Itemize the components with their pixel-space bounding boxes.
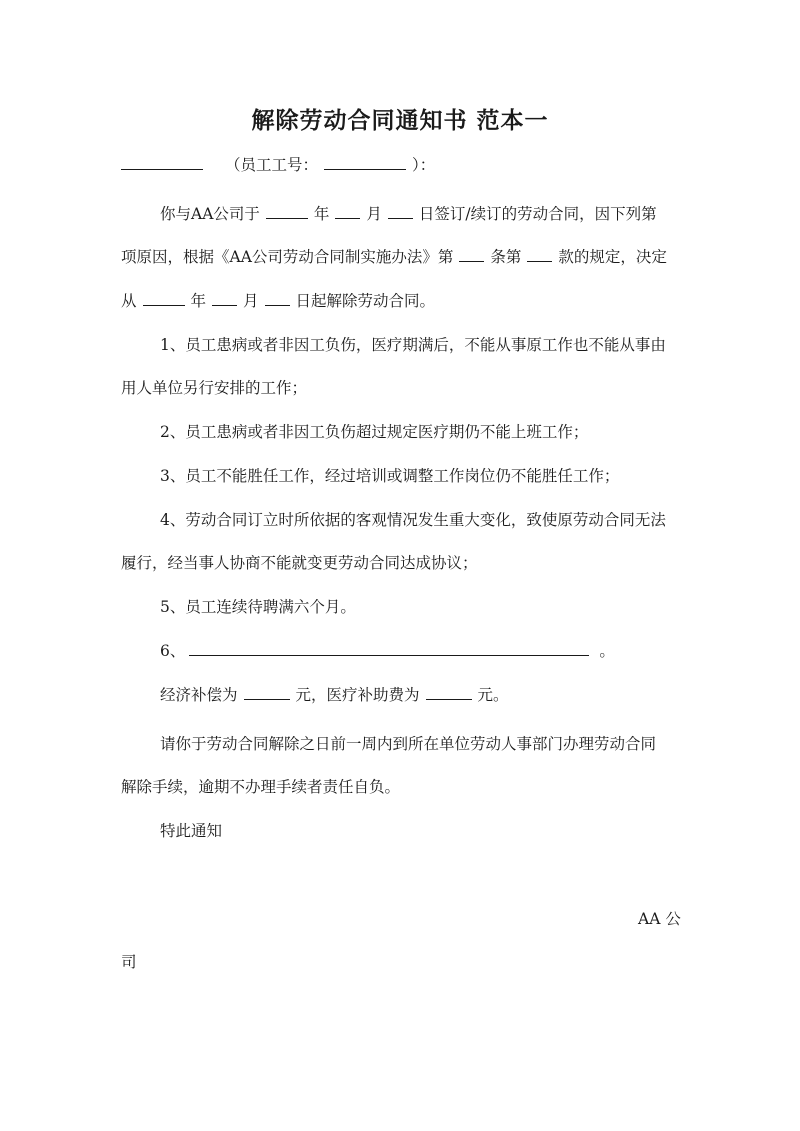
intro-text: 从 [121,292,137,310]
item-1-line-2: 用人单位另行安排的工作； [121,379,308,397]
item-5: 5、员工连续待聘满六个月。 [160,598,356,616]
intro-text: 项原因，根据《AA公司劳动合同制实施办法》第 [121,248,454,266]
other-reason-blank[interactable] [189,654,589,656]
medical-subsidy-blank[interactable] [426,698,472,700]
compensation-label: 经济补偿为 [160,686,238,704]
request-line-2: 解除手续，逾期不办理手续者责任自负。 [121,778,401,796]
employee-header-line [121,153,435,175]
sign-day-blank[interactable] [388,217,413,219]
compensation-line [160,683,509,705]
employee-name-blank[interactable] [121,168,203,170]
clause-blank[interactable] [527,260,552,262]
article-label: 条第 [490,248,522,266]
end-month-blank[interactable] [212,304,237,306]
item-6-number: 6、 [160,642,186,660]
item-6 [160,639,615,661]
request-line-1: 请你于劳动合同解除之日前一周内到所在单位劳动人事部门办理劳动合同 [160,735,657,753]
intro-text: 款的规定，决定 [558,248,667,266]
item-6-end: 。 [599,642,615,660]
intro-line-2 [121,245,667,267]
end-year-blank[interactable] [143,304,185,306]
end-day-blank[interactable] [265,304,290,306]
currency-unit: 元。 [477,686,509,704]
signature-company-wrap: 司 [121,953,137,971]
employee-id-label: （员工工号： [225,156,319,174]
intro-line-3 [121,289,435,311]
header-close: ）： [412,156,436,174]
item-4-line-1: 4、劳动合同订立时所依据的客观情况发生重大变化，致使原劳动合同无法 [160,511,666,529]
sign-month-blank[interactable] [335,217,360,219]
closing-text: 特此通知 [160,822,223,840]
intro-text: 你与AA公司于 [160,205,260,223]
year-label: 年 [313,205,330,223]
employee-id-blank[interactable] [324,168,406,170]
compensation-amount-blank[interactable] [244,698,290,700]
item-3: 3、员工不能胜任工作，经过培训或调整工作岗位仍不能胜任工作； [160,467,620,485]
signature-company: AA 公 [638,910,681,928]
intro-line-1 [160,202,657,224]
intro-text: 日起解除劳动合同。 [295,292,436,310]
item-1-line-1: 1、员工患病或者非因工负伤，医疗期满后，不能从事原工作也不能从事由 [160,336,666,354]
year-label: 年 [190,292,207,310]
medical-subsidy-label: 元，医疗补助费为 [295,686,420,704]
month-label: 月 [366,205,382,223]
item-4-line-2: 履行，经当事人协商不能就变更劳动合同达成协议； [121,554,478,572]
item-2: 2、员工患病或者非因工负伤超过规定医疗期仍不能上班工作； [160,423,589,441]
month-label: 月 [243,292,259,310]
sign-year-blank[interactable] [266,217,308,219]
article-blank[interactable] [459,260,484,262]
document-title: 解除劳动合同通知书 范本一 [251,107,549,134]
intro-text: 日签订/续订的劳动合同，因下列第 [418,205,657,223]
